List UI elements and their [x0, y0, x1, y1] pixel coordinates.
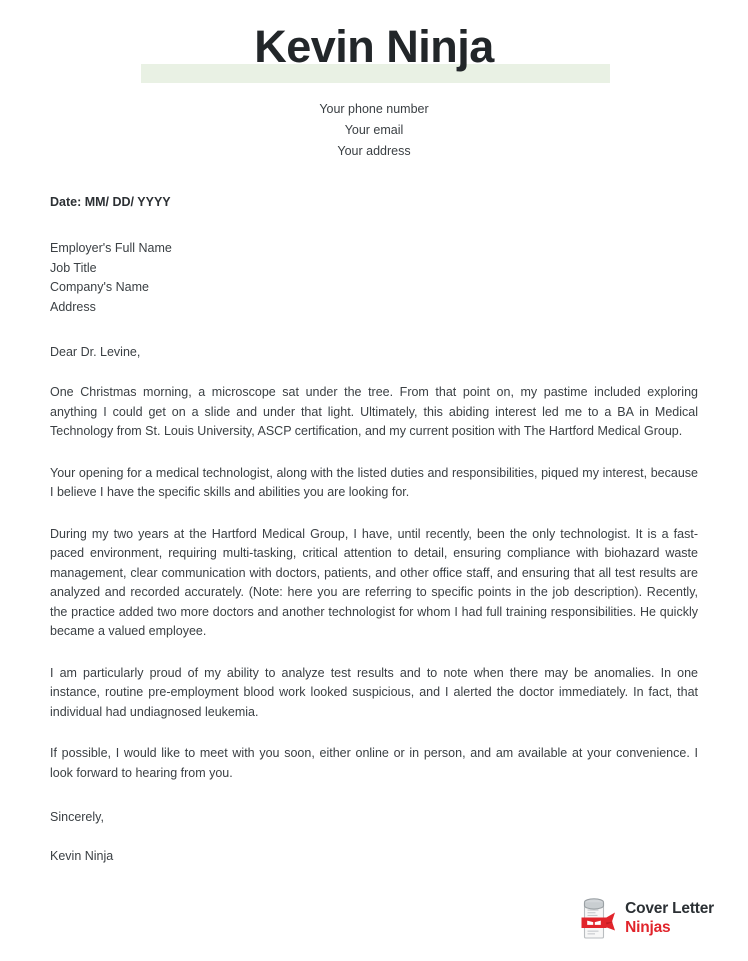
salutation: Dear Dr. Levine,	[50, 345, 141, 359]
brand-line-ninjas: Ninjas	[625, 919, 671, 936]
body-paragraph-5: If possible, I would like to meet with you soon, either online or in person, and am available at your convenience. I look forward to hearing from you.	[50, 746, 698, 780]
closing-line: Sincerely,	[50, 810, 104, 824]
body-paragraph-4: I am particularly proud of my ability to analyze test results and to note when there may be anomalies. In one instance, routine pre-employment blood work looked suspicious, and I alerted the doctor immediately. In fact, that individual had undiagnosed leukemia.	[50, 665, 698, 719]
letter-header	[0, 0, 748, 72]
brand-line-cover-letter: Cover Letter	[625, 900, 714, 917]
contact-block	[0, 99, 748, 162]
recipient-job-title: Job Title	[50, 260, 97, 275]
recipient-address: Address	[50, 299, 96, 314]
recipient-name: Employer's Full Name	[50, 241, 172, 255]
contact-address: Your address	[337, 144, 411, 158]
date-line: Date: MM/ DD/ YYYY	[50, 195, 171, 209]
page-title: Kevin Ninja	[254, 21, 494, 72]
recipient-company: Company's Name	[50, 280, 149, 294]
brand-wordmark	[625, 899, 714, 937]
body-paragraph-3: During my two years at the Hartford Medical Group, I have, until recently, been the only technologist. It is a fast-paced environment, requiring multi-tasking, critical attention to detail, ensuring compliance with biohazard waste management, clear communication with doctors, patients, and other office staff, and ensuring that all test results are analyzed and recorded accurately. (Note: here you are referring to specific points in the job description). Recently, the practice added two more doctors and another technologist for whom I had full training responsibilities. He quickly became a valued employee.	[50, 526, 698, 638]
body-paragraph-1: One Christmas morning, a microscope sat under the tree. From that point on, my pastime included exploring anything I could get on a slide and under that light. Ultimately, this abiding interest led me to a BA in Medical Technology from St. Louis University, ASCP certification, and my current position with The Hartford Medical Group.	[50, 385, 698, 438]
recipient-block	[50, 239, 698, 317]
letter-body	[50, 194, 698, 865]
body-paragraph-2: Your opening for a medical technologist, along with the listed duties and responsibilities, piqued my interest, because I believe I have the specific skills and abilities you are looking for.	[50, 465, 698, 499]
ninja-letter-icon	[576, 894, 616, 942]
brand-logo	[576, 894, 714, 942]
contact-email: Your email	[344, 123, 404, 137]
signature-name: Kevin Ninja	[50, 849, 114, 863]
contact-phone: Your phone number	[319, 102, 429, 116]
